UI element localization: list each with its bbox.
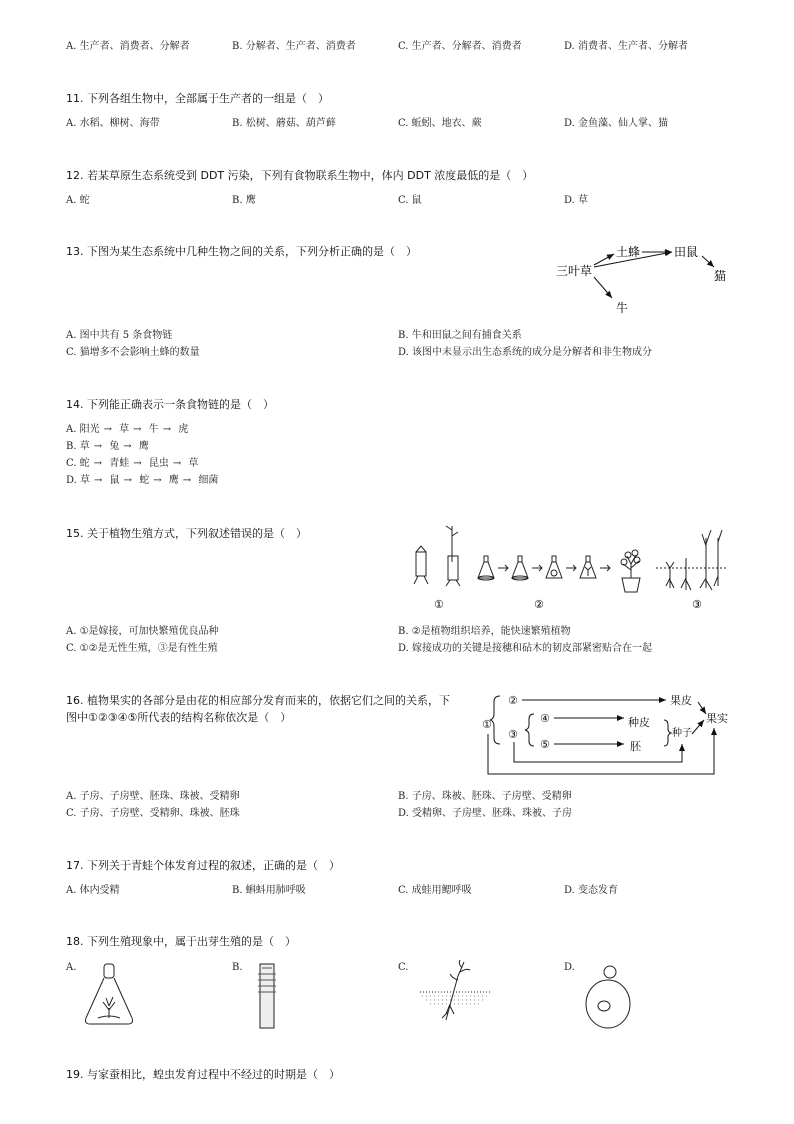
q14-option-c xyxy=(66,457,198,470)
seedcoat-label: 种皮 xyxy=(628,716,650,729)
seedling-illustration xyxy=(656,530,728,590)
q13-option-c: C. 猫增多不会影响土蜂的数量 xyxy=(66,347,200,358)
q12-option-c: C. 鼠 xyxy=(398,195,422,206)
chain-item: 兔 xyxy=(109,441,120,452)
brace-3 xyxy=(525,714,534,746)
chain-item: 草 xyxy=(79,441,90,452)
q17-stem: 17. 下列关于青蛙个体发育过程的叙述，正确的是（ ） xyxy=(66,859,340,872)
arrow-icon: → xyxy=(94,475,103,486)
node-1: ① xyxy=(482,718,492,731)
embryo-label: 胚 xyxy=(630,740,641,753)
q13-option-b: B. 牛和田鼠之间有捕食关系 xyxy=(398,330,522,341)
chain-item: 鼠 xyxy=(109,475,120,486)
q13-stem: 13. 下图为某生态系统中几种生物之间的关系，下列分析正确的是（ ） xyxy=(66,245,417,258)
chain-item: 牛 xyxy=(148,424,159,435)
q11-option-d: D. 金鱼藻、仙人掌、猫 xyxy=(564,118,669,129)
figure-label-2: ② xyxy=(534,598,544,611)
arrow-clover-cow xyxy=(594,277,612,298)
q12-option-d: D. 草 xyxy=(564,195,589,206)
plant-cutting-image xyxy=(416,958,496,1032)
arrow-icon: → xyxy=(162,424,172,435)
brace-seed xyxy=(664,720,671,746)
arrow-icon: → xyxy=(182,475,192,486)
pericarp-label: 果皮 xyxy=(670,694,692,707)
bee-label: 土蜂 xyxy=(616,245,641,259)
tissue-culture-illustration xyxy=(478,550,640,592)
arrow-icon: → xyxy=(133,458,142,469)
q18-label-a: A. xyxy=(66,962,77,973)
q14-option-a xyxy=(66,423,188,436)
arrow-pericarp-fruit xyxy=(698,702,706,714)
grafted-stem-image xyxy=(248,960,288,1032)
q11-option-b: B. 松树、蘑菇、葫芦藓 xyxy=(232,118,336,129)
vole-label: 田鼠 xyxy=(674,245,699,259)
option-letter: D. xyxy=(66,475,77,486)
q18-label-c: C. xyxy=(398,962,409,973)
q15-stem: 15. 关于植物生殖方式，下列叙述错误的是（ ） xyxy=(66,527,307,540)
q16-option-b: B. 子房、珠被、胚珠、子房壁、受精卵 xyxy=(398,791,572,802)
q11-option-c: C. 蚯蚓、地衣、蕨 xyxy=(398,118,482,129)
flower-fruit-diagram xyxy=(478,688,740,780)
q12-stem: 12. 若某草原生态系统受到 DDT 污染，下列有食物联系生物中，体内 DDT 浓度最低的是（ ） xyxy=(66,169,534,182)
option-letter: C. xyxy=(66,458,77,469)
q17-option-d: D. 变态发育 xyxy=(564,885,619,896)
q18-label-d: D. xyxy=(564,962,575,973)
q10-option-d: D. 消费者、生产者、分解者 xyxy=(564,41,689,52)
chain-item: 草 xyxy=(80,475,91,486)
arrow-icon: → xyxy=(172,458,182,469)
q13-option-a: A. 图中共有 5 条食物链 xyxy=(66,330,173,341)
q10-option-c: C. 生产者、分解者、消费者 xyxy=(398,41,522,52)
q12-option-b: B. 鹰 xyxy=(232,195,256,206)
q16-option-d: D. 受精卵、子房壁、胚珠、珠被、子房 xyxy=(398,808,573,819)
chain-item: 草 xyxy=(188,458,199,469)
arrow-seed-fruit xyxy=(692,720,704,734)
arrow-icon: → xyxy=(133,424,142,435)
q10-option-b: B. 分解者、生产者、消费者 xyxy=(232,41,356,52)
arrow-icon: → xyxy=(153,475,162,486)
option-letter: A. xyxy=(66,424,77,435)
node-4: ④ xyxy=(540,712,550,725)
q16-stem-line2: 图中①②③④⑤所代表的结构名称依次是（ ） xyxy=(66,711,292,724)
node-3: ③ xyxy=(508,728,518,741)
q13-option-d: D. 该图中未显示出生态系统的成分是分解者和非生物成分 xyxy=(398,347,653,358)
chain-item: 鹰 xyxy=(138,441,149,452)
node-5: ⑤ xyxy=(540,738,550,751)
figure-label-3: ③ xyxy=(692,598,702,611)
arrow-icon: → xyxy=(103,424,112,435)
arrow-vole-cat xyxy=(702,256,714,267)
q15-option-c: C. ①②是无性生殖，③是有性生殖 xyxy=(66,643,218,654)
q18-label-b: B. xyxy=(232,962,243,973)
q14-option-b xyxy=(66,440,149,453)
cow-label: 牛 xyxy=(616,301,629,315)
q15-option-a: A. ①是嫁接，可加快繁殖优良品种 xyxy=(66,626,219,637)
cat-label: 猫 xyxy=(714,269,727,283)
arrow-icon: → xyxy=(123,475,132,486)
food-web-diagram xyxy=(552,240,742,316)
q16-stem-line1: 16. 植物果实的各部分是由花的相应部分发育而来的，依据它们之间的关系，下 xyxy=(66,694,450,707)
budding-yeast-image xyxy=(580,960,640,1032)
chain-item: 青蛙 xyxy=(109,458,130,469)
q18-stem: 18. 下列生殖现象中，属于出芽生殖的是（ ） xyxy=(66,935,296,948)
chain-item: 细菌 xyxy=(198,475,219,486)
arrow-icon: → xyxy=(123,441,132,452)
arrow-icon: → xyxy=(93,441,103,452)
q10-option-a: A. 生产者、消费者、分解者 xyxy=(66,41,190,52)
chain-item: 蛇 xyxy=(139,475,150,486)
node-2: ② xyxy=(508,694,518,707)
q17-option-b: B. 蝌蚪用肺呼吸 xyxy=(232,885,306,896)
plant-reproduction-figure xyxy=(408,522,738,614)
chain-item: 蛇 xyxy=(79,458,90,469)
seed-label: 种子 xyxy=(672,728,692,739)
q16-option-c: C. 子房、子房壁、受精卵、珠被、胚珠 xyxy=(66,808,240,819)
q14-option-d xyxy=(66,474,218,487)
q15-option-d: D. 嫁接成功的关键是接穗和砧木的韧皮部紧密贴合在一起 xyxy=(398,643,653,654)
q12-option-a: A. 蛇 xyxy=(66,195,90,206)
arrow-icon: → xyxy=(93,458,103,469)
chain-item: 草 xyxy=(119,424,130,435)
chain-item: 虎 xyxy=(178,424,189,435)
q15-option-b: B. ②是植物组织培养，能快速繁殖植物 xyxy=(398,626,571,637)
q11-option-a: A. 水稻、柳树、海带 xyxy=(66,118,160,129)
fruit-label: 果实 xyxy=(706,712,728,725)
option-letter: B. xyxy=(66,441,77,452)
q11-stem: 11. 下列各组生物中，全部属于生产者的一组是（ ） xyxy=(66,92,329,105)
grafting-illustration xyxy=(414,526,460,586)
clover-label: 三叶草 xyxy=(556,264,593,278)
q17-option-a: A. 体内受精 xyxy=(66,885,120,896)
chain-item: 昆虫 xyxy=(148,458,169,469)
q19-stem: 19. 与家蚕相比，蝗虫发育过程中不经过的时期是（ ） xyxy=(66,1068,340,1081)
q14-stem: 14. 下列能正确表示一条食物链的是（ ） xyxy=(66,398,274,411)
chain-item: 鹰 xyxy=(168,475,179,486)
chain-item: 阳光 xyxy=(79,424,100,435)
q16-option-a: A. 子房、子房壁、胚珠、珠被、受精卵 xyxy=(66,791,240,802)
flask-culture-image xyxy=(80,960,140,1030)
figure-label-1: ① xyxy=(434,598,444,611)
q17-option-c: C. 成蛙用鳃呼吸 xyxy=(398,885,472,896)
